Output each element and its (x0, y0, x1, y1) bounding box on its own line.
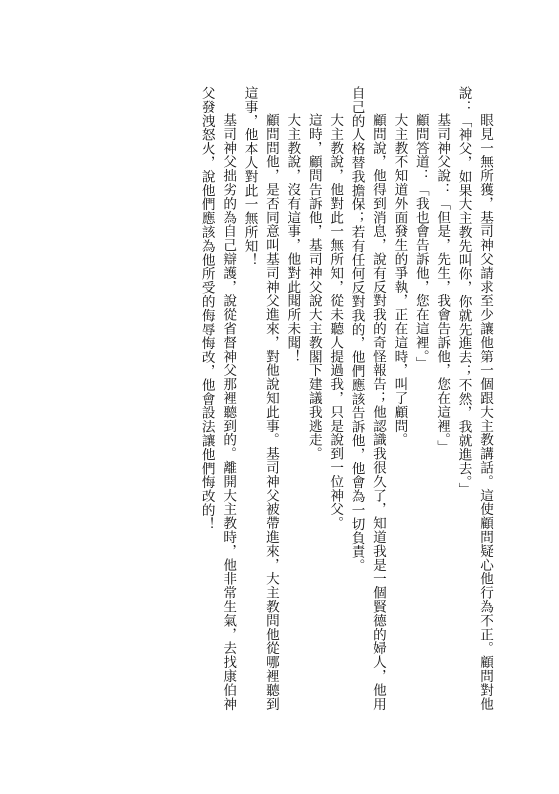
paragraph-10: 基司神父拙劣的為自己辯護，說從省督神父那裡聽到的。離開大主教時，他非常生氣，去找康伯神父發洩怒火，說他們應該為他所受的侮辱悔改，他會設法讓他們悔改的！ (198, 86, 237, 711)
paragraph-8: 大主教說，沒有這事，他對此聞所未聞！ (284, 113, 301, 364)
paragraph-2: 基司神父說：「但是，先生，我會告訴他，您在這裡。」 (434, 113, 451, 454)
paragraph-7: 這時，顧問告訴他，基司神父說大主教閣下建議我逃走。 (305, 113, 322, 461)
paragraph-5: 顧問說，他得到消息，說有反對我的奇怪報告；他認識我很久了，知道我是一個賢德的婦人，他用自己的人格替我擔保；若有任何反對我的，他們應該告訴他，他會為一切負責。 (348, 86, 386, 711)
vertical-text-body (55, 86, 495, 720)
paragraph-1: 眼見一無所獲，基司神父請求至少讓他第一個跟大主教講話。這使顧問疑心他行為不正。顧問對他說：「神父，如果大主教先叫你，你就先進去；不然，我就進去。」 (455, 86, 493, 711)
paragraph-9: 顧問問他，是否同意叫基司神父進來，對他說知此事。基司神父被帶進來，大主教問他從哪裡聽到這事，他本人對此一無所知！ (241, 86, 279, 711)
paragraph-6: 大主教說，他對此一無所知，從未聽人提過我，只是說到一位神父。 (327, 113, 344, 531)
paragraph-3: 顧問答道：「我也會告訴他，您在這裡。」 (412, 113, 429, 371)
paragraph-4: 大主教不知道外面發生的爭執，正在這時，叫了顧問。 (391, 113, 408, 447)
